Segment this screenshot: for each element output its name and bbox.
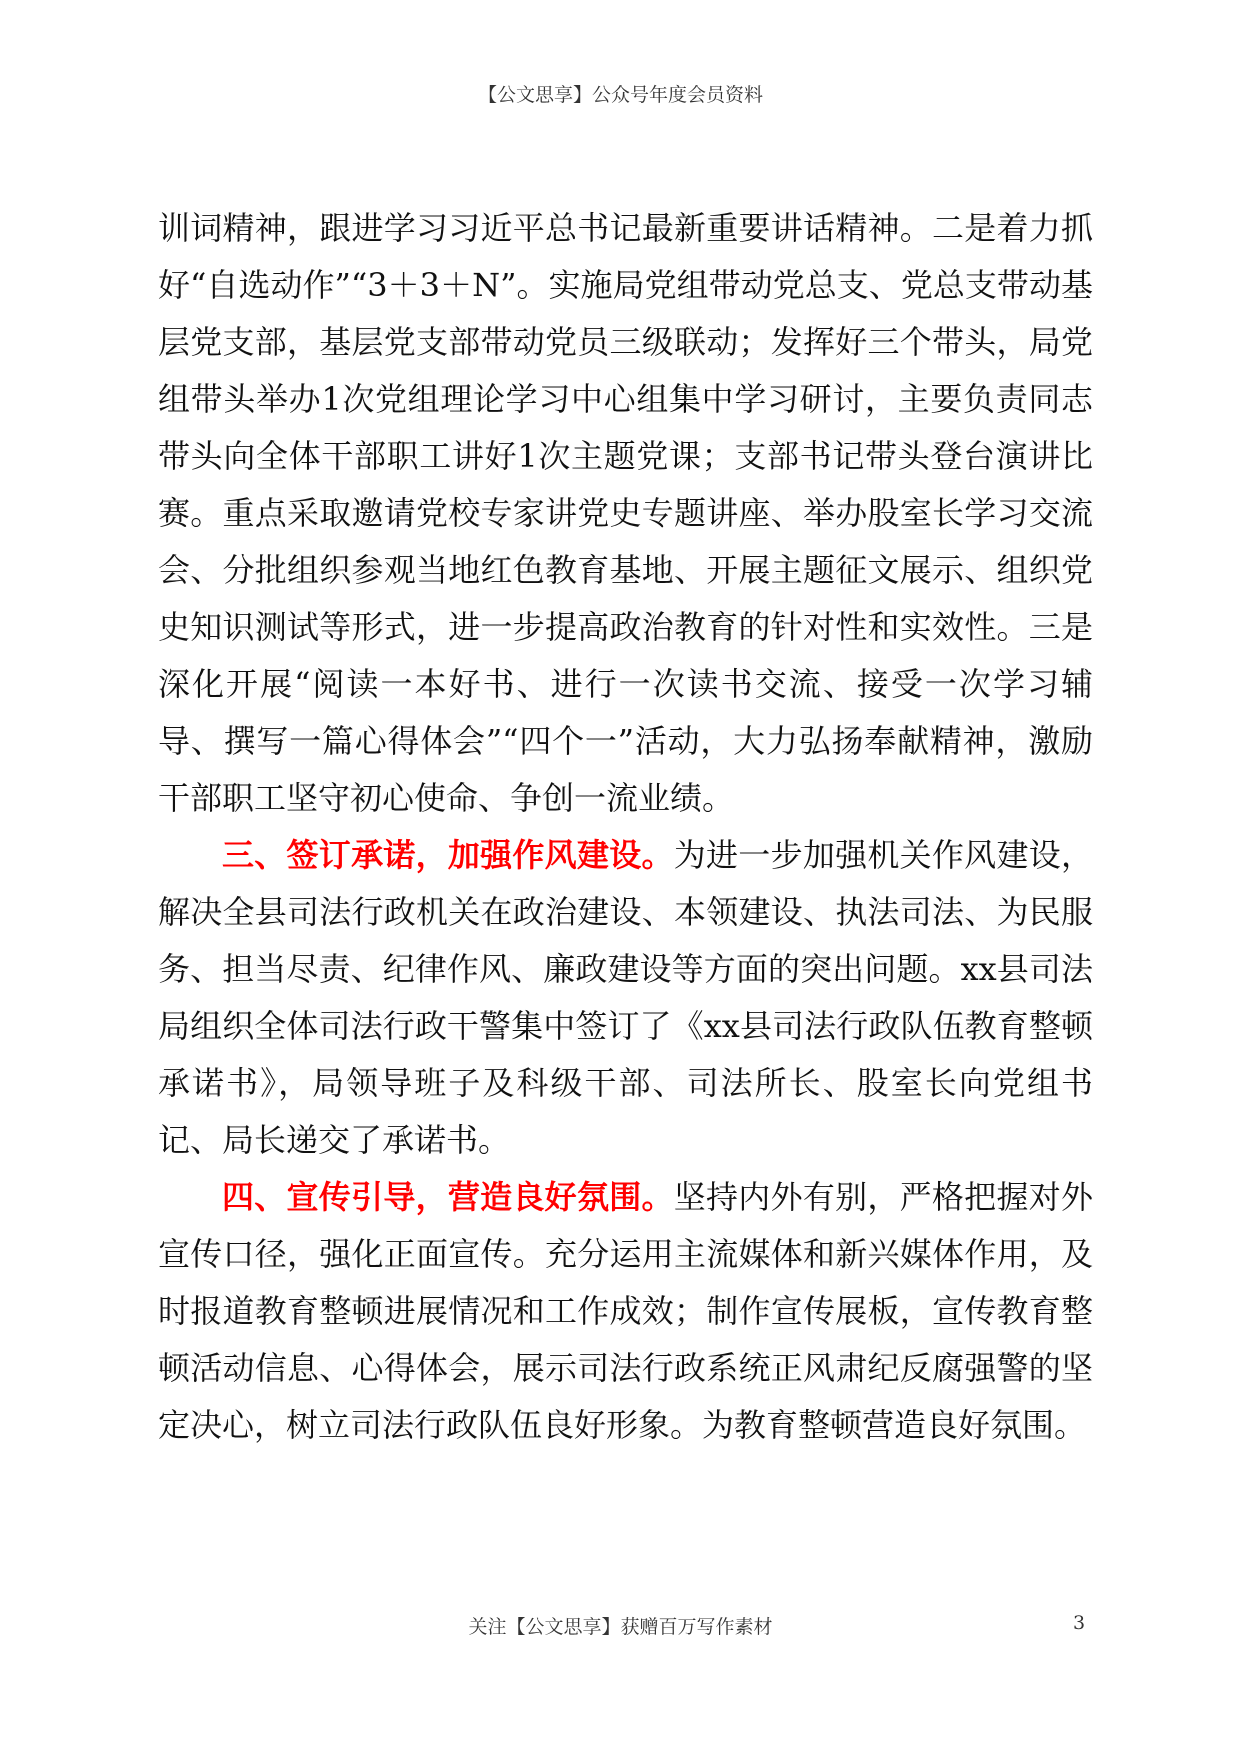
- paragraph-3-body: 坚持内外有别，严格把握对外宣传口径，强化正面宣传。充分运用主流媒体和新兴媒体作用，及时报道教育整顿进展情况和工作成效；制作宣传展板，宣传教育整顿活动信息、心得体会，展示司法行政系统正风肃纪反腐强警的坚定决心，树立司法行政队伍良好形象。为教育整顿营造良好氛围。: [158, 1178, 1093, 1444]
- paragraph-3: [158, 1169, 1093, 1454]
- paragraph-2-body: 为进一步加强机关作风建设，解决全县司法行政机关在政治建设、本领建设、执法司法、为民服务、担当尽责、纪律作风、廉政建设等方面的突出问题。xx县司法局组织全体司法行政干警集中签订了《xx县司法行政队伍教育整顿承诺书》，局领导班子及科级干部、司法所长、股室长向党组书记、局长递交了承诺书。: [158, 836, 1093, 1159]
- page-footer: 关注【公文思享】获赠百万写作素材: [468, 1616, 773, 1638]
- page-number: 3: [1073, 1612, 1086, 1634]
- page-header: 【公文思享】公众号年度会员资料: [477, 84, 763, 106]
- section-heading-4: 四、宣传引导，营造良好氛围。: [222, 1178, 674, 1216]
- section-heading-3: 三、签订承诺，加强作风建设。: [222, 836, 674, 874]
- paragraph-2: [158, 827, 1093, 1169]
- paragraph-1: 训词精神，跟进学习习近平总书记最新重要讲话精神。二是着力抓好“自选动作”“3＋3＋N”。实施局党组带动党总支、党总支带动基层党支部，基层党支部带动党员三级联动；发挥好三个带头，局党组带头举办1次党组理论学习中心组集中学习研讨，主要负责同志带头向全体干部职工讲好1次主题党课；支部书记带头登台演讲比赛。重点采取邀请党校专家讲党史专题讲座、举办股室长学习交流会、分批组织参观当地红色教育基地、开展主题征文展示、组织党史知识测试等形式，进一步提高政治教育的针对性和实效性。三是深化开展“阅读一本好书、进行一次读书交流、接受一次学习辅导、撰写一篇心得体会”“四个一”活动，大力弘扬奉献精神，激励干部职工坚守初心使命、争创一流业绩。: [158, 209, 1093, 817]
- document-body: [158, 200, 1093, 1454]
